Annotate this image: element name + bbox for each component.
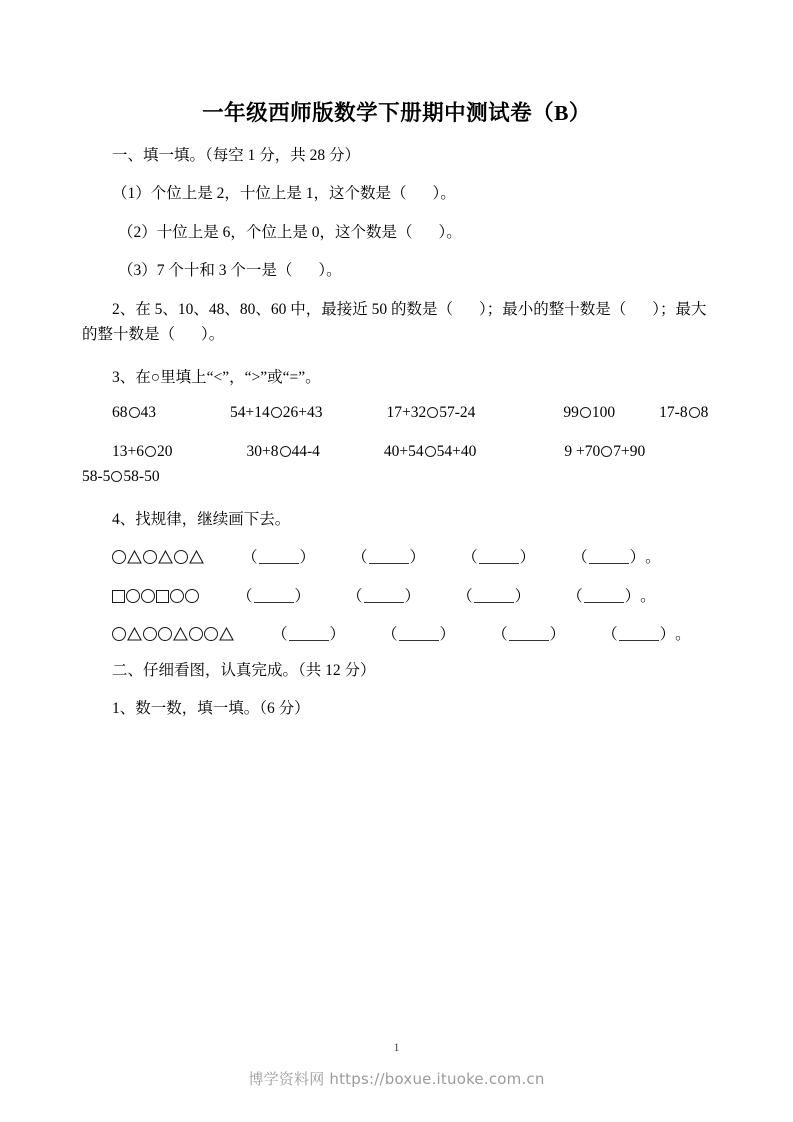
answer-blank[interactable]: （ ） [457,587,531,605]
pattern-row-end: 。 [645,549,661,567]
comparison-circle-icon[interactable] [271,407,282,418]
answer-blank[interactable]: （ ） [242,549,316,567]
comparison-item[interactable] [384,443,477,460]
answer-blank[interactable]: （ ） [462,549,536,567]
question-3-row-2 [82,439,711,489]
cmp-right: 8 [700,403,709,421]
question-3-instruction: 3、在○里填上“<”，“>”或“=”。 [112,369,321,387]
question-1-sub-1 [82,186,711,202]
answer-blank[interactable]: （ ） [492,626,566,644]
question-3-row-1 [82,400,711,425]
answer-blank[interactable]: （ ） [347,587,421,605]
comparison-item[interactable] [247,443,320,460]
cmp-right: 54+40 [436,442,477,460]
comparison-circle-icon[interactable] [129,407,140,418]
answer-blank[interactable]: （ ） [602,626,676,644]
cmp-right: 43 [140,403,156,421]
answer-blank[interactable]: （ ） [272,626,346,644]
triangle-icon [158,550,173,564]
circle-icon [126,589,140,603]
circle-icon [170,589,184,603]
q2-text-d: ）。 [201,326,225,344]
triangle-icon [127,627,142,641]
comparison-item[interactable] [659,404,708,421]
cmp-left: 9 +70 [564,442,601,460]
comparison-item[interactable] [82,468,160,485]
comparison-circle-icon[interactable] [689,407,700,418]
cmp-right: 7+90 [613,442,646,460]
q1-sub1-end: ）。 [432,185,456,203]
comparison-circle-icon[interactable] [425,446,436,457]
circle-icon [158,627,172,641]
answer-blank[interactable]: （ ） [572,549,646,567]
pattern-row-3 [82,627,711,643]
cmp-left: 17-8 [659,403,688,421]
cmp-left: 13+6 [112,442,144,460]
cmp-right: 44-4 [291,442,320,460]
pattern-row-end: 。 [640,587,656,605]
circle-icon [204,627,218,641]
circle-icon [189,627,203,641]
cmp-right: 20 [157,442,173,460]
answer-blank[interactable]: （ ） [567,587,641,605]
cmp-left: 17+32 [386,403,427,421]
comparison-item[interactable] [230,404,323,421]
answer-blank[interactable]: （ ） [382,626,456,644]
pattern-row-1 [82,550,711,566]
q1-sub3-end: ）。 [318,262,342,280]
circle-icon [143,550,157,564]
square-icon [112,590,125,603]
q2-text-a: 2、在 5、10、48、80、60 中，最接近 50 的数是（ [112,300,454,318]
comparison-item[interactable] [563,404,615,421]
cmp-left: 58-5 [82,467,111,485]
q2-text-c: ）；最大的整十数是（ [82,300,707,344]
circle-icon [112,627,126,641]
q1-sub2-end: ）。 [438,223,462,241]
cmp-right: 57-24 [439,403,476,421]
cmp-right: 100 [591,403,616,421]
comparison-circle-icon[interactable] [111,471,122,482]
section-two-question-1: 1、数一数，填一填。（6 分） [112,700,310,718]
circle-icon [141,589,155,603]
comparison-circle-icon[interactable] [601,446,612,457]
cmp-right: 26+43 [282,403,323,421]
cmp-left: 99 [563,403,579,421]
square-icon [156,590,169,603]
comparison-item[interactable] [112,443,173,460]
pattern-row-2 [82,589,711,605]
comparison-circle-icon[interactable] [145,446,156,457]
watermark: 博学资料网 https://boxue.ituoke.com.cn [248,1070,545,1088]
cmp-left: 40+54 [383,442,424,460]
comparison-item[interactable] [564,443,645,460]
q1-sub1-text: （1）个位上是 2，十位上是 1，这个数是（ [112,185,407,203]
circle-icon [112,550,126,564]
page-number: 1 [393,1040,400,1054]
answer-blank[interactable]: （ ） [237,587,311,605]
comparison-item[interactable] [112,404,156,421]
triangle-icon [173,627,188,641]
answer-blank[interactable]: （ ） [352,549,426,567]
q2-text-b: ）；最小的整十数是（ [479,300,627,318]
question-1-sub-2 [82,225,711,241]
circle-icon [143,627,157,641]
cmp-left: 30+8 [246,442,279,460]
comparison-circle-icon[interactable] [280,446,291,457]
comparison-circle-icon[interactable] [427,407,438,418]
q1-sub2-text: （2）十位上是 6，个位上是 0，这个数是（ [118,223,413,241]
question-4-instruction: 4、找规律，继续画下去。 [112,510,291,528]
cmp-right: 58-50 [123,467,160,485]
cmp-left: 54+14 [230,403,270,421]
triangle-icon [189,550,204,564]
triangle-icon [127,550,142,564]
triangle-icon [219,627,234,641]
comparison-item[interactable] [387,404,476,421]
section-two-heading: 二、仔细看图，认真完成。（共 12 分） [112,661,376,679]
section-one-heading: 一、填一填。（每空 1 分，共 28 分） [112,146,361,164]
page-title: 一年级西师版数学下册期中测试卷（B） [202,101,591,125]
pattern-row-end: 。 [675,626,691,644]
circle-icon [185,589,199,603]
circle-icon [174,550,188,564]
question-2 [82,297,711,347]
q1-sub3-text: （3）7 个十和 3 个一是（ [118,262,293,280]
question-1-sub-3 [82,263,711,279]
comparison-circle-icon[interactable] [580,407,591,418]
cmp-left: 68 [112,403,128,421]
